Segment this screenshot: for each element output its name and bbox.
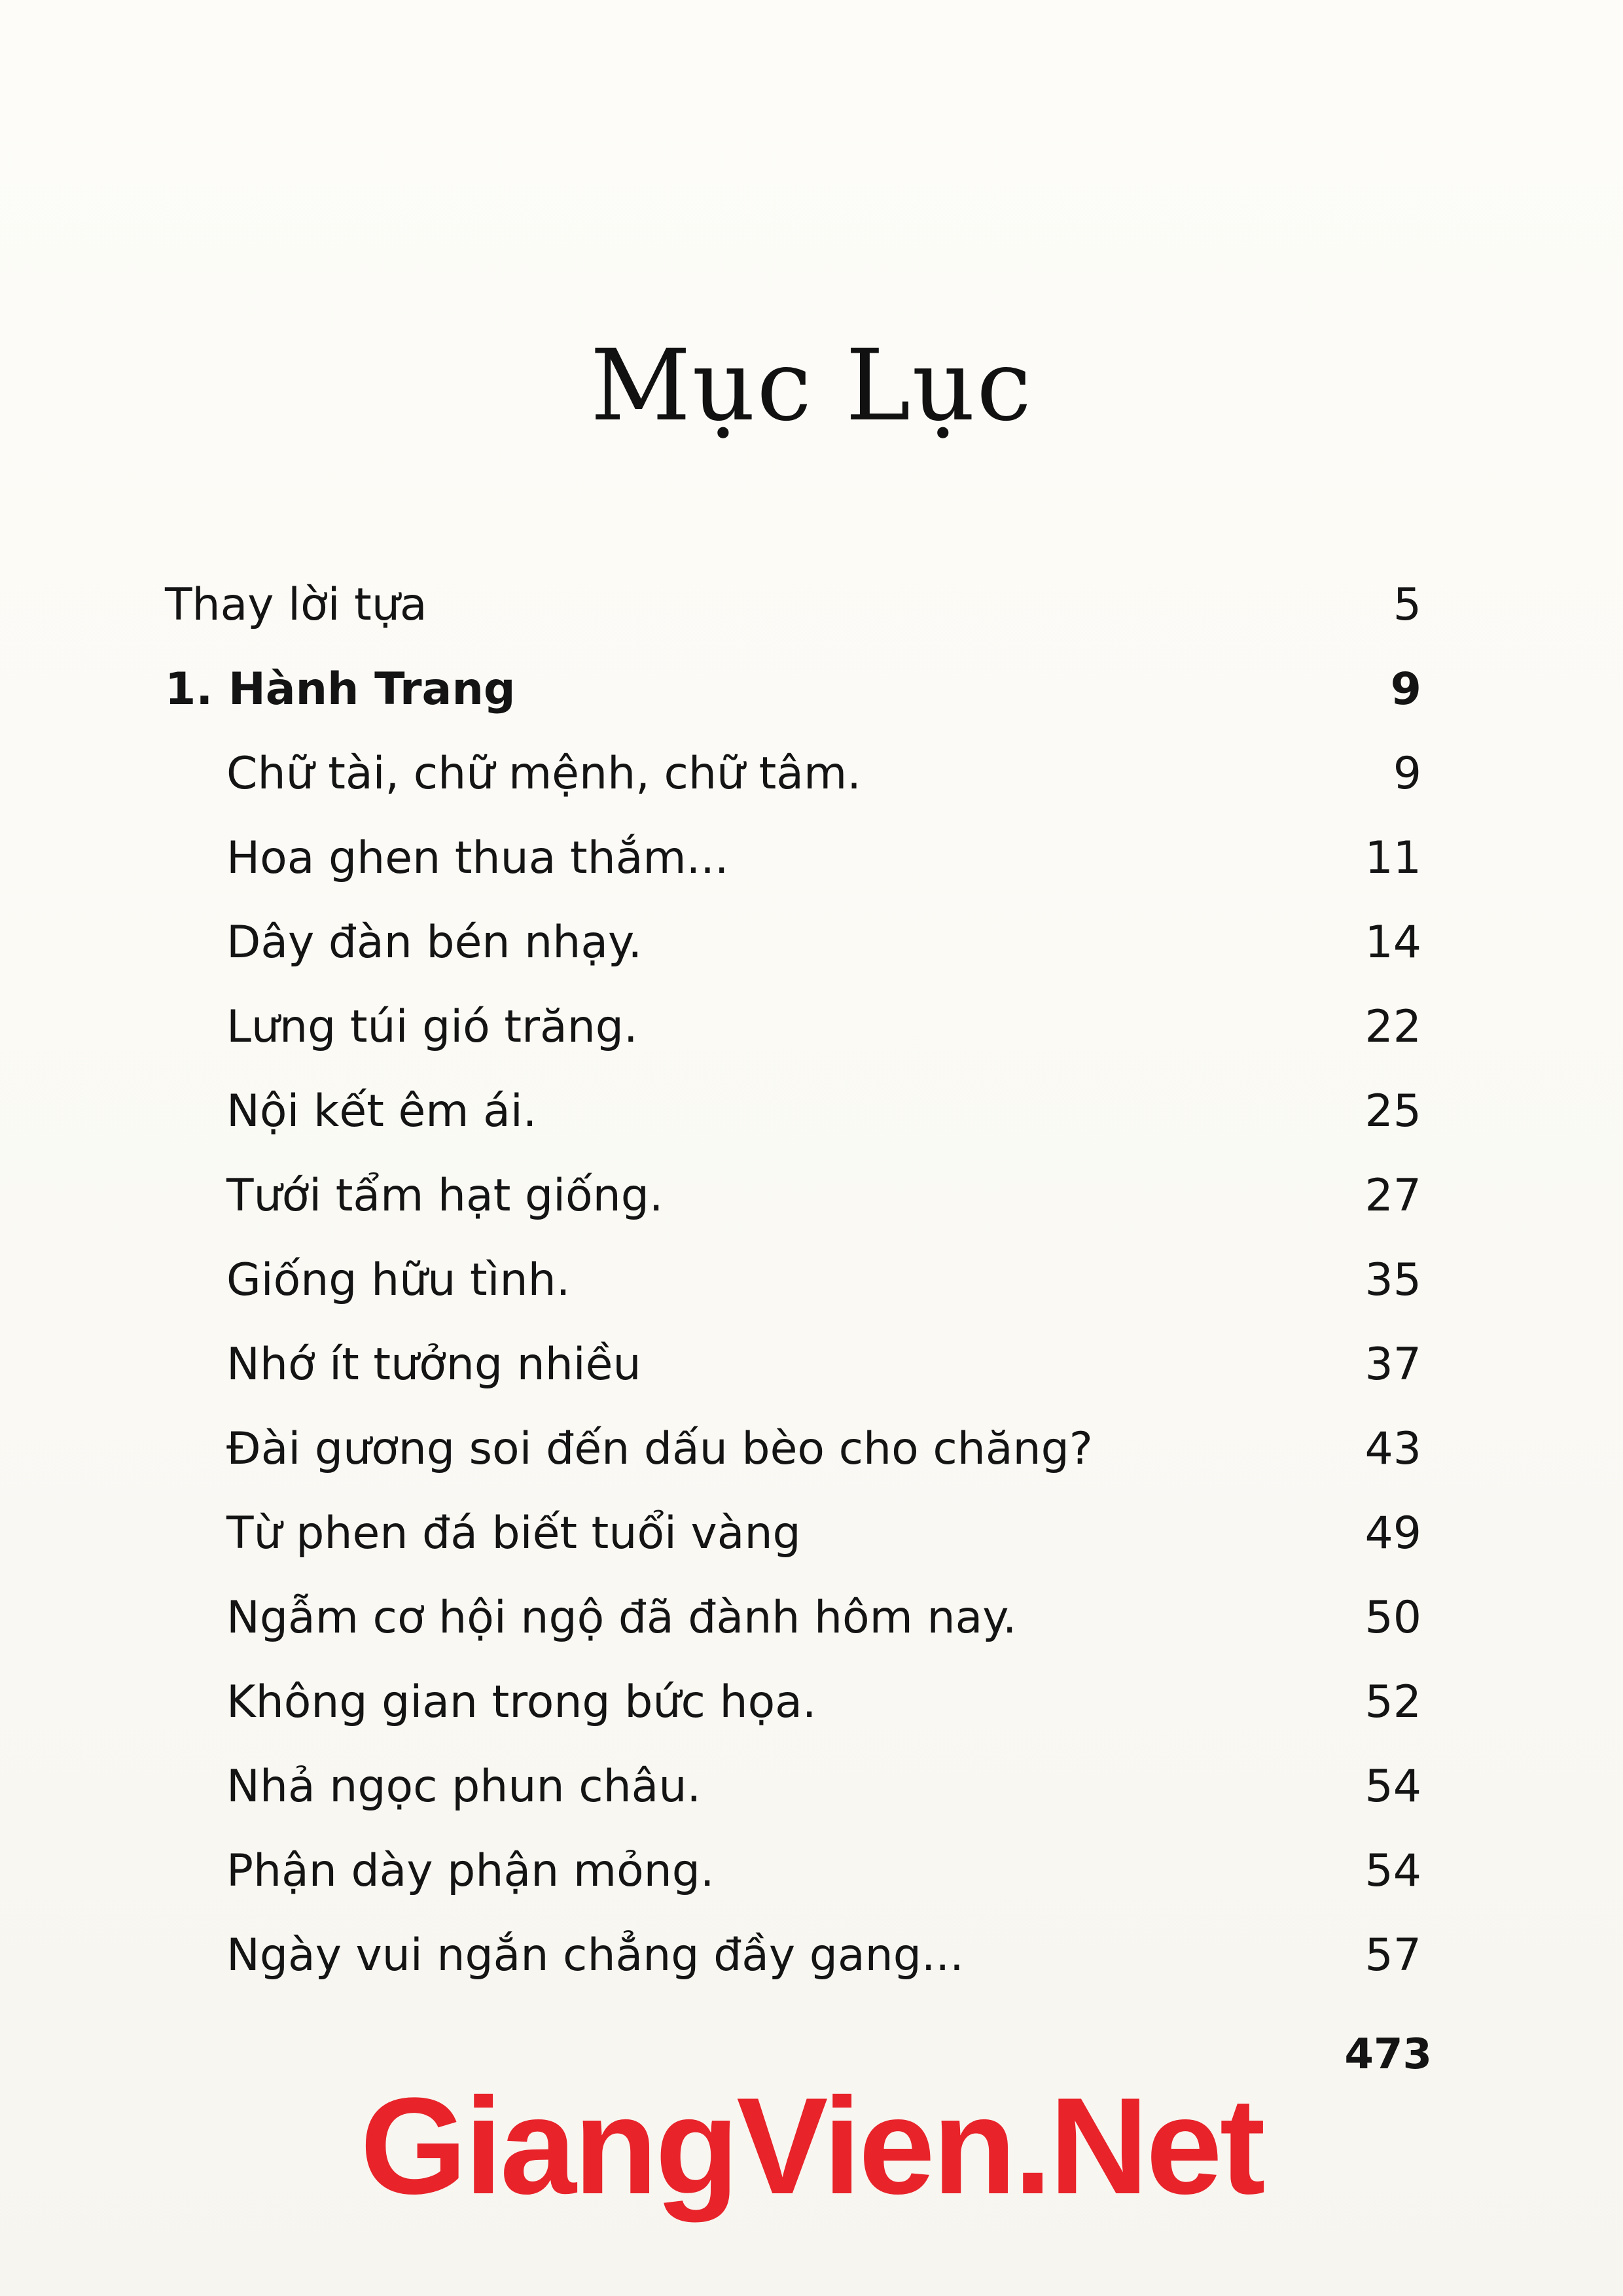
toc-entry [165,1829,1421,1913]
toc-entry-page: 57 [1364,1930,1421,1981]
toc-entry-page: 25 [1364,1086,1421,1137]
toc-entry-page: 54 [1364,1761,1421,1812]
toc-entry-title: Hoa ghen thua thắm... [226,832,729,884]
toc-entry [165,1238,1421,1322]
toc-entry-title: Nhả ngọc phun châu. [226,1761,702,1812]
toc-entry-page: 52 [1364,1676,1421,1728]
toc-entry-page: 54 [1364,1845,1421,1897]
toc-entry-page: 50 [1364,1592,1421,1644]
toc-entry-page: 14 [1364,917,1421,968]
toc-entry [165,1744,1421,1829]
toc-entry-title: Từ phen đá biết tuổi vàng [226,1508,801,1559]
toc-entry-page: 35 [1364,1254,1421,1306]
toc-entry-title: Thay lời tựa [165,579,427,631]
page-title: Mục Lục [590,329,1033,443]
toc-entry-page: 49 [1364,1508,1421,1559]
toc-entry-title: Dây đàn bén nhạy. [226,917,643,968]
toc-entry [165,1069,1421,1154]
toc-entry [165,985,1421,1069]
toc-entry-page: 22 [1364,1001,1421,1053]
toc-entry-page: 27 [1364,1170,1421,1222]
toc-entry-page: 11 [1364,832,1421,884]
toc-entry-title: 1. Hành Trang [165,663,516,715]
toc-entry-title: Chữ tài, chữ mệnh, chữ tâm. [226,748,861,800]
toc-entry-title: Nhớ ít tưởng nhiều [226,1339,641,1390]
toc-entry [165,1407,1421,1491]
toc-entry-title: Không gian trong bức họa. [226,1676,817,1728]
toc-entry [165,1491,1421,1576]
toc-entry [165,816,1421,900]
toc-entry [165,1913,1421,1998]
toc-entry [165,732,1421,816]
toc-entry [165,1322,1421,1407]
watermark-logo: GiangVien.Net [360,2069,1263,2223]
toc-entry-title: Nội kết êm ái. [226,1086,537,1137]
toc-entry-page: 43 [1364,1423,1421,1475]
toc-entry-title: Ngẫm cơ hội ngộ đã đành hôm nay. [226,1592,1017,1644]
toc-entry-page: 9 [1390,663,1421,715]
toc-entry-page: 9 [1393,748,1421,800]
toc-entry [165,900,1421,985]
toc-entry [165,1576,1421,1660]
toc-entry-page: 5 [1393,579,1421,631]
toc-entry [165,1154,1421,1238]
page-number: 473 [1344,2030,1432,2079]
toc-entry-page: 37 [1364,1339,1421,1390]
toc-entry-title: Tưới tẩm hạt giống. [226,1170,664,1222]
toc-entry-title: Đài gương soi đến dấu bèo cho chăng? [226,1423,1093,1475]
table-of-contents [165,563,1421,1998]
toc-entry-title: Ngày vui ngắn chẳng đầy gang... [226,1930,964,1981]
toc-entry [165,563,1421,647]
toc-entry [165,1660,1421,1744]
toc-entry-title: Phận dày phận mỏng. [226,1845,715,1897]
toc-entry-title: Giống hữu tình. [226,1254,571,1306]
toc-section-heading [165,647,1421,732]
toc-entry-title: Lưng túi gió trăng. [226,1001,638,1053]
